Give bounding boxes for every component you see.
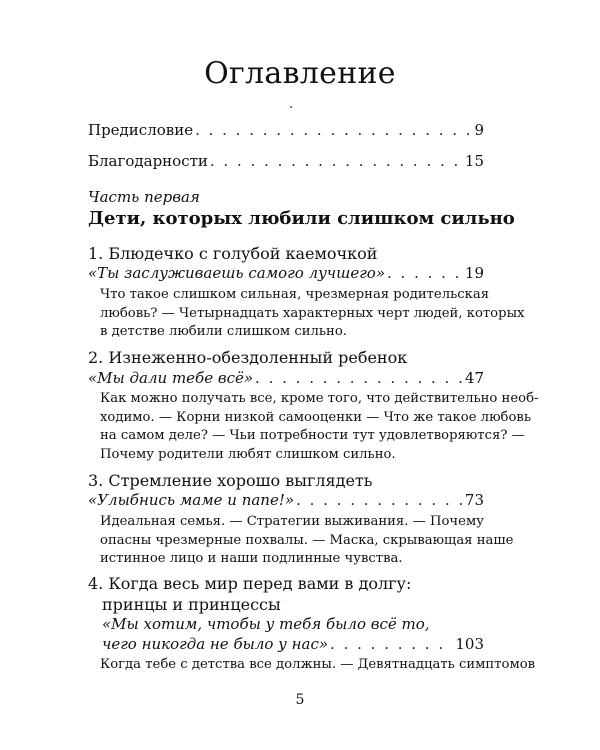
leader-dots: [387, 264, 463, 282]
leader-dots: [195, 121, 472, 139]
chapter-page: 73: [464, 491, 484, 509]
part-title: Дети, которых любили слишком сильно: [88, 208, 515, 229]
chapter-subtitle: «Улыбнись маме и папе!»: [88, 491, 295, 509]
chapter-subtitle-line: [88, 264, 484, 282]
description-line: опасны чрезмерные похвалы. — Маска, скрывающая наше: [100, 532, 514, 548]
chapter-subtitle: «Мы дали тебе всё»: [88, 369, 254, 387]
chapter-subtitle-line: [88, 369, 484, 387]
chapter-subtitle: «Мы хотим, чтобы у тебя было всё то,: [102, 615, 430, 633]
print-speck: [290, 106, 292, 108]
description-line: на самом деле? — Чьи потребности тут удовлетворяются? —: [100, 428, 525, 443]
chapter-page: 103: [455, 635, 484, 653]
chapter-description: [100, 656, 536, 675]
description-line: Как можно получать все, кроме того, что действительно необ-: [100, 391, 539, 406]
chapter-subtitle-line: [102, 635, 484, 653]
toc-entry-page: 9: [474, 121, 484, 139]
chapter-page: 47: [464, 369, 484, 387]
chapter-description: [100, 513, 514, 569]
chapter-page: 19: [464, 264, 484, 282]
page-number: 5: [295, 692, 305, 708]
chapter-title-continued: принцы и принцессы: [102, 595, 281, 614]
chapter-description: [100, 390, 539, 464]
description-line: Почему родители любят слишком сильно.: [100, 446, 396, 462]
chapter-title: 1. Блюдечко с голубой каемочкой: [88, 244, 378, 263]
toc-entry-page: 15: [464, 152, 484, 170]
leader-dots: [255, 369, 463, 387]
leader-dots: [296, 491, 463, 509]
leader-dots: [210, 152, 463, 170]
description-line: любовь? — Четырнадцать характерных черт людей, которых: [100, 305, 525, 321]
chapter-title: 4. Когда весь мир перед вами в долгу:: [88, 574, 412, 593]
toc-entry-acknowledgements: [88, 152, 484, 170]
description-line: Что такое слишком сильная, чрезмерная родительская: [100, 287, 490, 302]
chapter-subtitle: чего никогда не было у нас»: [102, 635, 329, 653]
leader-dots: [330, 635, 453, 653]
description-line: истинное лицо и наши подлинные чувства.: [100, 551, 403, 566]
description-line: ходимо. — Корни низкой самооценки — Что же такое любовь: [100, 409, 532, 425]
part-label: Часть первая: [88, 188, 200, 206]
description-line: Когда тебе с детства все должны. — Девятнадцать симптомов: [100, 657, 536, 672]
toc-entry-label: Предисловие: [88, 121, 194, 139]
toc-entry-label: Благодарности: [88, 152, 208, 170]
chapter-description: [100, 286, 525, 342]
chapter-title: 2. Изнеженно-обездоленный ребенок: [88, 348, 408, 367]
chapter-subtitle: «Ты заслуживаешь самого лучшего»: [88, 264, 385, 282]
description-line: в детстве любили слишком сильно.: [100, 324, 347, 339]
toc-entry-preface: [88, 121, 484, 139]
page-title: Оглавление: [204, 56, 396, 91]
chapter-subtitle-line: [88, 491, 484, 509]
chapter-title: 3. Стремление хорошо выглядеть: [88, 471, 373, 490]
description-line: Идеальная семья. — Стратегии выживания. — Почему: [100, 514, 484, 529]
